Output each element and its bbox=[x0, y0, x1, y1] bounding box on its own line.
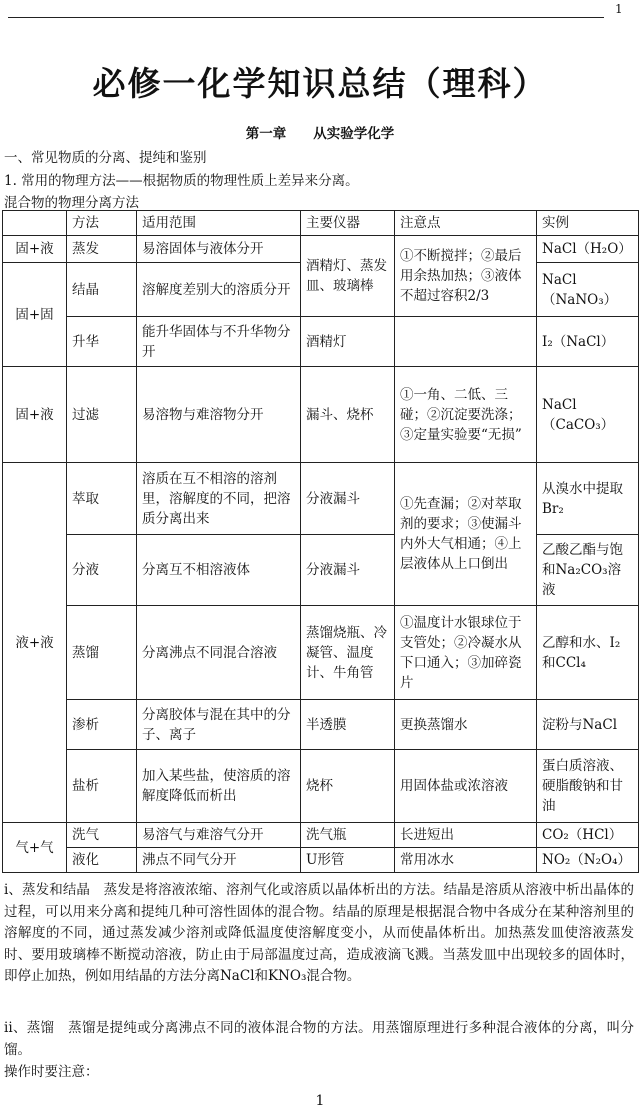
header-empty-cell bbox=[3, 211, 67, 236]
notes-cell: ①先查漏；②对萃取剂的要求；③使漏斗内外大气相通；④上层液体从上口倒出 bbox=[395, 463, 537, 606]
example-cell: I₂（NaCl） bbox=[537, 317, 639, 367]
table-row bbox=[3, 606, 639, 700]
chapter-heading: 第一章 从实验学化学 bbox=[245, 126, 395, 142]
instrument-cell: 分液漏斗 bbox=[301, 463, 395, 535]
paragraph-distillation: ii、蒸馏 蒸馏是提纯或分离沸点不同的液体混合物的方法。用蒸馏原理进行多种混合液体的分离，叫分馏。 bbox=[4, 1020, 634, 1058]
scope-cell: 易溶固体与液体分开 bbox=[137, 236, 301, 263]
table-row bbox=[3, 848, 639, 873]
header-page-number: 1 bbox=[615, 2, 623, 16]
method-cell: 盐析 bbox=[67, 750, 137, 823]
method-cell: 升华 bbox=[67, 317, 137, 367]
example-cell: 乙酸乙酯与饱和Na₂CO₃溶液 bbox=[537, 535, 639, 606]
paragraph-evaporation: i、蒸发和结晶 蒸发是将溶液浓缩、溶剂气化或溶质以晶体析出的方法。结晶是溶质从溶液中析出晶体的过程，可以用来分离和提纯几种可溶性固体的混合物。结晶的原理是根据混合物中各成分在某种溶剂里的溶解度的不同，通过蒸发减少溶剂或降低温度使溶解度变小，从而使晶体析出。加热蒸发皿使溶液蒸发时、要用玻璃棒不断搅动溶液，防止由于局部温度过高，造成液滴飞溅。当蒸发皿中出现较多的固体时，即停止加热，例如用结晶的方法分离NaCl和KNO₃混合物。 bbox=[4, 882, 634, 985]
method-cell: 液化 bbox=[67, 848, 137, 873]
table-row bbox=[3, 463, 639, 535]
notes-cell: 更换蒸馏水 bbox=[395, 700, 537, 750]
scope-cell: 易溶物与难溶物分开 bbox=[137, 367, 301, 463]
category-cell: 固+液 bbox=[3, 236, 67, 263]
method-cell: 蒸馏 bbox=[67, 606, 137, 700]
method-cell: 蒸发 bbox=[67, 236, 137, 263]
example-cell: NO₂（N₂O₄） bbox=[537, 848, 639, 873]
notes-cell: ①一角、二低、三碰；②沉淀要洗涤；③定量实验要“无损” bbox=[395, 367, 537, 463]
instrument-cell: 烧杯 bbox=[301, 750, 395, 823]
table-caption: 混合物的物理分离方法 bbox=[4, 195, 139, 211]
instrument-cell: 分液漏斗 bbox=[301, 535, 395, 606]
instrument-cell: 酒精灯 bbox=[301, 317, 395, 367]
table-row bbox=[3, 823, 639, 848]
example-cell: NaCl（CaCO₃） bbox=[537, 367, 639, 463]
notes-cell bbox=[395, 317, 537, 367]
example-cell: 蛋白质溶液、硬脂酸钠和甘油 bbox=[537, 750, 639, 823]
method-cell: 结晶 bbox=[67, 263, 137, 317]
method-cell: 渗析 bbox=[67, 700, 137, 750]
method-cell: 洗气 bbox=[67, 823, 137, 848]
instrument-cell: 漏斗、烧杯 bbox=[301, 367, 395, 463]
category-cell: 固+液 bbox=[3, 367, 67, 463]
notes-cell: 用固体盐或浓溶液 bbox=[395, 750, 537, 823]
subsection-heading: 1. 常用的物理方法——根据物质的物理性质上差异来分离。 bbox=[4, 173, 359, 189]
separation-methods-table bbox=[2, 210, 639, 873]
table-header-cell: 注意点 bbox=[395, 211, 537, 236]
instrument-cell: 蒸馏烧瓶、冷凝管、温度计、牛角管 bbox=[301, 606, 395, 700]
method-cell: 分液 bbox=[67, 535, 137, 606]
category-cell: 固+固 bbox=[3, 263, 67, 367]
scope-cell: 分离互不相溶液体 bbox=[137, 535, 301, 606]
section-heading: 一、常见物质的分离、提纯和鉴别 bbox=[4, 150, 207, 166]
table-row bbox=[3, 700, 639, 750]
notes-cell: ①温度计水银球位于支管处；②冷凝水从下口通入；③加碎瓷片 bbox=[395, 606, 537, 700]
scope-cell: 易溶气与难溶气分开 bbox=[137, 823, 301, 848]
instrument-cell: 酒精灯、蒸发皿、玻璃棒 bbox=[301, 236, 395, 317]
table-row bbox=[3, 535, 639, 606]
instrument-cell: U形管 bbox=[301, 848, 395, 873]
instrument-cell: 半透膜 bbox=[301, 700, 395, 750]
scope-cell: 沸点不同气分开 bbox=[137, 848, 301, 873]
scope-cell: 分离沸点不同混合溶液 bbox=[137, 606, 301, 700]
table-header-cell: 主要仪器 bbox=[301, 211, 395, 236]
table-row bbox=[3, 236, 639, 263]
notes-cell: 常用冰水 bbox=[395, 848, 537, 873]
instrument-cell: 洗气瓶 bbox=[301, 823, 395, 848]
table-header-cell: 适用范围 bbox=[137, 211, 301, 236]
category-cell: 气+气 bbox=[3, 823, 67, 873]
scope-cell: 溶解度差别大的溶质分开 bbox=[137, 263, 301, 317]
scope-cell: 能升华固体与不升华物分开 bbox=[137, 317, 301, 367]
scope-cell: 分离胶体与混在其中的分子、离子 bbox=[137, 700, 301, 750]
example-cell: 从溴水中提取Br₂ bbox=[537, 463, 639, 535]
notes-cell: 长进短出 bbox=[395, 823, 537, 848]
method-cell: 过滤 bbox=[67, 367, 137, 463]
notes-cell: ①不断搅拌；②最后用余热加热；③液体不超过容积2/3 bbox=[395, 236, 537, 317]
example-cell: CO₂（HCl） bbox=[537, 823, 639, 848]
page-title: 必修一化学知识总结（理科） bbox=[92, 64, 548, 103]
table-row bbox=[3, 750, 639, 823]
scope-cell: 加入某些盐，使溶质的溶解度降低而析出 bbox=[137, 750, 301, 823]
method-cell: 萃取 bbox=[67, 463, 137, 535]
example-cell: 淀粉与NaCl bbox=[537, 700, 639, 750]
example-cell: NaCl（NaNO₃） bbox=[537, 263, 639, 317]
table-header-row bbox=[3, 211, 639, 236]
footer-page-number: 1 bbox=[315, 1093, 325, 1109]
example-cell: NaCl（H₂O） bbox=[537, 236, 639, 263]
paragraph-notes: 操作时要注意： bbox=[4, 1064, 99, 1080]
table-header-cell: 实例 bbox=[537, 211, 639, 236]
table-header-cell: 方法 bbox=[67, 211, 137, 236]
scope-cell: 溶质在互不相溶的溶剂里，溶解度的不同，把溶质分离出来 bbox=[137, 463, 301, 535]
example-cell: 乙醇和水、I₂和CCl₄ bbox=[537, 606, 639, 700]
category-cell: 液+液 bbox=[3, 463, 67, 823]
table-row bbox=[3, 367, 639, 463]
header-rule bbox=[8, 17, 604, 18]
table-row bbox=[3, 317, 639, 367]
